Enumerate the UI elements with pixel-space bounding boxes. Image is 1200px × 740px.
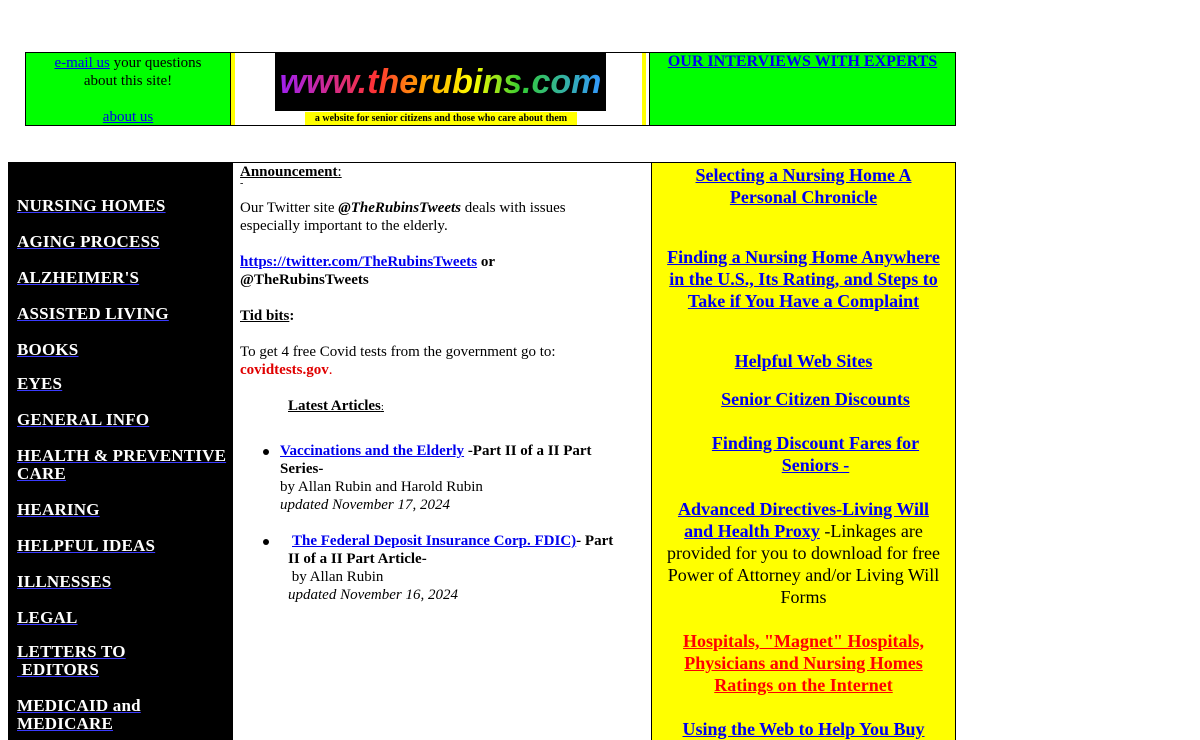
helpful-web-sites-link[interactable]: Helpful Web Sites	[734, 351, 873, 371]
article-2-suffix-b: II of a II Part Article-	[288, 551, 427, 567]
header-interviews-cell	[650, 53, 955, 125]
nav-eyes[interactable]: EYES	[17, 374, 63, 393]
selecting-nursing-home-link[interactable]: Selecting a Nursing Home A Personal Chronicle	[695, 165, 912, 207]
nav-medicare[interactable]: MEDICARE	[17, 714, 114, 733]
article-1-suffix-a: -Part II of a II Part	[464, 443, 592, 459]
article-1-title-link[interactable]: Vaccinations and the Elderly	[280, 443, 465, 459]
yellow-bar-right	[642, 53, 646, 125]
article-1-updated: updated November 17, 2024	[280, 497, 450, 513]
covid-text: To get 4 free Covid tests from the government go to:	[240, 344, 556, 360]
article-1-byline: by Allan Rubin and Harold Rubin	[280, 479, 483, 495]
advanced-directives-text-2: provided for you to download for free	[667, 543, 940, 563]
announcement-label: Announcement	[240, 164, 338, 180]
nav-nursing-homes[interactable]: NURSING HOMES	[17, 196, 166, 215]
twitter-text-c: especially important to the elderly.	[240, 218, 448, 234]
senior-discounts-link[interactable]: Senior Citizen Discounts	[721, 389, 910, 409]
twitter-handle-2: @TheRubinsTweets	[240, 272, 369, 288]
right-sidebar	[651, 162, 956, 740]
header-contact-cell	[26, 53, 231, 125]
site-logo[interactable]	[275, 53, 606, 111]
covid-paragraph	[240, 343, 640, 379]
email-tail-text-2: about this site!	[83, 73, 173, 89]
nav-medicaid-and[interactable]: MEDICAID and	[17, 696, 141, 715]
interviews-link[interactable]: OUR INTERVIEWS WITH EXPERTS	[667, 53, 938, 70]
side-link-block-4	[670, 388, 961, 410]
nav-illnesses[interactable]: ILLNESSES	[17, 572, 112, 591]
latest-articles-label: Latest Articles	[288, 398, 381, 414]
twitter-handle: @TheRubinsTweets	[338, 200, 462, 216]
main-content	[232, 162, 651, 740]
nav-editors[interactable]: EDITORS	[17, 660, 100, 679]
discount-fares-link[interactable]: Finding Discount Fares for Seniors -	[711, 433, 920, 475]
hospitals-ratings-link[interactable]: Hospitals, "Magnet" Hospitals, Physicians and Nursing Homes Ratings on the Internet	[682, 631, 924, 695]
nav-letters-to[interactable]: LETTERS TO	[17, 642, 126, 661]
nav-hearing[interactable]: HEARING	[17, 500, 100, 519]
left-nav	[8, 162, 232, 740]
nav-aging-process[interactable]: AGING PROCESS	[17, 232, 160, 251]
twitter-paragraph	[240, 199, 640, 235]
twitter-text-a: Our Twitter site	[240, 200, 339, 216]
header-logo-cell	[231, 53, 650, 125]
side-link-block-6	[658, 498, 949, 608]
twitter-url-link[interactable]: https://twitter.com/TheRubinsTweets	[240, 254, 478, 270]
announcement-colon: :	[337, 164, 342, 180]
advanced-directives-text-3: Power of Attorney and/or Living Will	[667, 565, 940, 585]
advanced-directives-text-4: Forms	[780, 587, 827, 607]
latest-articles-colon: :	[380, 401, 384, 413]
article-1	[280, 442, 630, 514]
nav-health-preventive-care[interactable]: CARE	[17, 464, 66, 483]
email-us-link[interactable]: e-mail us	[54, 55, 110, 71]
announcement-dash: -	[240, 178, 244, 189]
site-tagline: a website for senior citizens and those who care about them	[305, 112, 577, 125]
side-link-block-7	[658, 630, 949, 696]
article-2	[288, 532, 638, 604]
about-us-link[interactable]: about us	[102, 109, 154, 125]
side-link-block-8	[658, 718, 949, 740]
nav-legal[interactable]: LEGAL	[17, 608, 78, 627]
yellow-bar-left	[231, 53, 235, 125]
latest-articles-heading	[288, 397, 688, 416]
bullet-icon	[263, 539, 269, 545]
nav-books[interactable]: BOOKS	[17, 340, 79, 359]
side-link-block-5	[670, 432, 961, 476]
nav-general-info[interactable]: GENERAL INFO	[17, 410, 150, 429]
side-link-block-2	[658, 246, 949, 312]
side-link-block-1	[658, 164, 949, 208]
article-1-suffix-b: Series-	[280, 461, 324, 477]
email-tail-text: your questions	[109, 55, 202, 71]
finding-nursing-home-link[interactable]: Finding a Nursing Home Anywhere in the U.S., Its Rating, and Steps to Take if You Have a Complaint	[667, 247, 940, 311]
article-2-updated: updated November 16, 2024	[288, 587, 458, 603]
covid-period: .	[328, 362, 333, 378]
tidbits-heading	[240, 307, 640, 325]
nav-health-preventive[interactable]: HEALTH & PREVENTIVE	[17, 446, 227, 465]
nav-alzheimers[interactable]: ALZHEIMER'S	[17, 268, 140, 287]
twitter-text-b: deals with issues	[461, 200, 566, 216]
nav-helpful-ideas[interactable]: HELPFUL IDEAS	[17, 536, 156, 555]
article-2-title-link[interactable]: The Federal Deposit Insurance Corp. FDIC)	[292, 533, 577, 549]
article-2-byline: by Allan Rubin	[288, 569, 384, 585]
tidbits-colon: :	[289, 308, 295, 324]
bullet-icon	[263, 449, 269, 455]
header-banner	[25, 52, 956, 126]
twitter-or: or	[477, 254, 495, 270]
advanced-directives-link[interactable]: Advanced Directives-Living Will and Health Proxy	[677, 499, 929, 541]
covid-site-text: covidtests.gov	[240, 362, 329, 378]
logo-text: www.therubins.com	[279, 62, 602, 101]
side-link-block-3	[658, 350, 949, 372]
advanced-directives-tail: -Linkages are	[819, 521, 923, 541]
nav-assisted-living[interactable]: ASSISTED LIVING	[17, 304, 169, 323]
using-web-to-buy-link[interactable]: Using the Web to Help You Buy	[682, 719, 925, 739]
tidbits-label: Tid bits	[240, 308, 290, 324]
article-2-suffix-a: - Part	[576, 533, 614, 549]
twitter-link-paragraph	[240, 253, 640, 289]
